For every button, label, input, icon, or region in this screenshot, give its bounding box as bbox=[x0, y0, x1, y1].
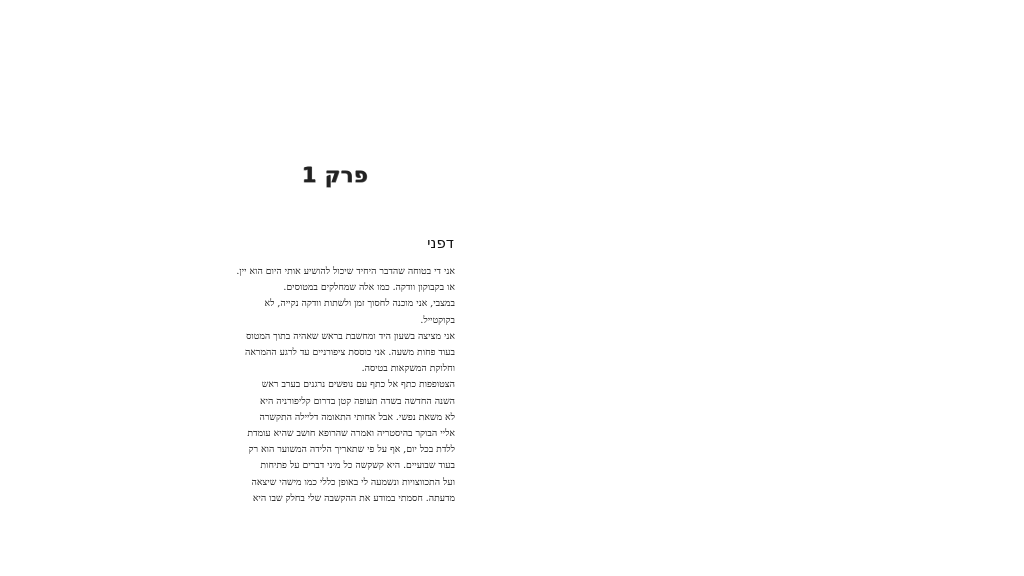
body-line: וחלוקת המשקאות בטיסה. bbox=[361, 363, 455, 375]
body-line: מדעתה. חסמתי במודע את ההקשבה שלי בחלק שבו היא bbox=[252, 492, 455, 504]
body-line: אני די בטוחה שהדבר היחיד שיכול להושיע אותי היום הוא יין. bbox=[236, 266, 455, 277]
body-line: אני מציצה בשעון היד ומחשבת בראש שאהיה בתוך המטוס bbox=[246, 330, 455, 342]
body-line: אליי הבוקר בהיסטריה ואמרה שהרופא חושב שהיא עומדת bbox=[247, 428, 455, 440]
body-line: או בקבוקון וודקה. כמו אלה שמחלקים במטוסים. bbox=[283, 282, 455, 294]
body-line: לא משאת נפשי. אבל אחותי התאומה דליילה התקשרה bbox=[259, 411, 455, 423]
section-heading: דפני bbox=[427, 234, 454, 252]
body-line: בעוד שבועיים. היא קשקשה כל מיני דברים על פתיחות bbox=[260, 460, 455, 472]
body-line: השנה החדשה בשדה תעופה קטן בדרום קליפורניה היא bbox=[259, 395, 455, 407]
body-line: ללדת בכל יום, אף על פי שתאריך הלידה המשוער הוא רק bbox=[248, 444, 455, 456]
body-line: בעוד פחות משעה. אני כוססת ציפורניים עד לרגע ההמראה bbox=[244, 347, 455, 359]
body-line: הצטופפות כתף אל כתף עם נופשים נרגנים בערב ראש bbox=[261, 379, 455, 391]
chapter-title: פרק 1 bbox=[301, 163, 369, 187]
body-text bbox=[216, 264, 455, 507]
body-line: במצבי, אני מוכנה לחסוך זמן ולשתות וודקה נקייה, לא bbox=[264, 298, 455, 310]
body-line: ועל התכווצויות ונשמעה לי באופן כללי כמו מישהי שיצאה bbox=[251, 476, 455, 488]
body-line: בקוקטייל. bbox=[420, 314, 455, 326]
